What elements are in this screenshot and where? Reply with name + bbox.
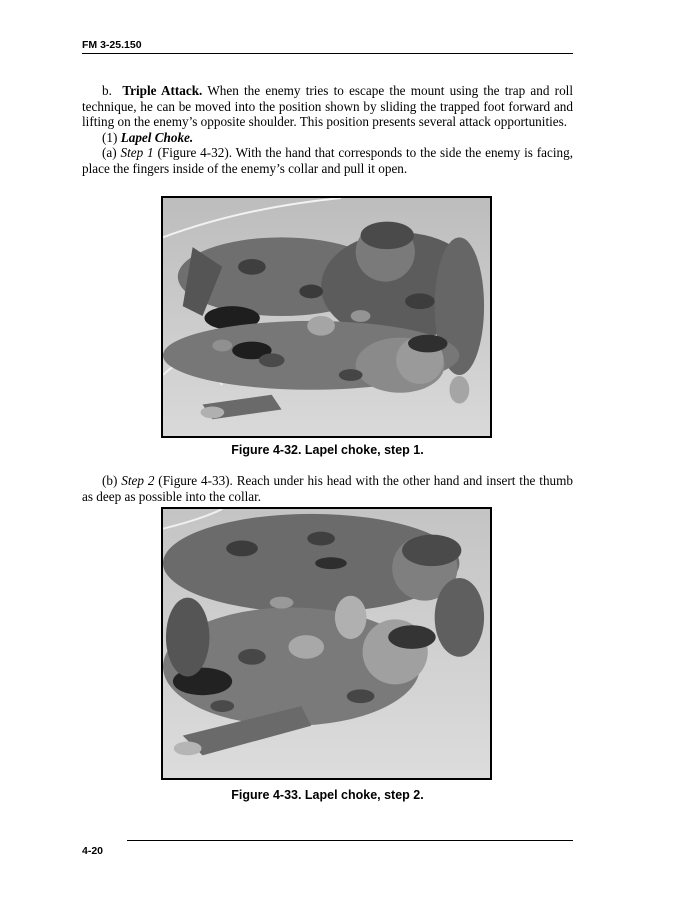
step-a-label: (a) xyxy=(102,145,117,161)
footer-rule xyxy=(127,840,573,841)
subsection-1-label: (1) xyxy=(102,129,118,145)
figure-4-32-caption: Figure 4-32. Lapel choke, step 1. xyxy=(231,443,424,457)
lapel-choke-step-2-image xyxy=(163,509,490,778)
subsection-1-heading xyxy=(82,130,573,146)
section-b-text: When the enemy tries to escape the mount using the trap and roll technique, he can be moved into the position shown by sliding the trapped foot forward and lifting on the enemy’s opposite shoulder. This position presents several attack opportunities. xyxy=(82,83,573,130)
section-b-title: Triple Attack. xyxy=(122,83,203,98)
section-b-paragraph xyxy=(82,83,573,130)
step-a-paragraph xyxy=(82,145,573,176)
lapel-choke-step-1-image xyxy=(163,198,490,436)
page-header xyxy=(82,39,573,54)
step-b-step: Step 2 xyxy=(121,473,155,488)
section-b-label: b. xyxy=(102,83,112,98)
subsection-1-title: Lapel Choke. xyxy=(120,129,194,145)
figure-4-32-photo xyxy=(161,196,492,438)
section-b-block xyxy=(82,83,573,177)
step-b-label: (b) xyxy=(102,473,118,488)
step-a-text: (Figure 4-32). With the hand that corresponds to the side the enemy is facing, place the fingers inside of the enemy’s collar and pull it open. xyxy=(82,145,573,176)
figure-4-33-caption: Figure 4-33. Lapel choke, step 2. xyxy=(231,788,424,802)
figure-4-33-photo xyxy=(161,507,492,780)
page-number: 4-20 xyxy=(82,845,104,857)
step-a-step: Step 1 xyxy=(120,145,154,161)
step-b-block xyxy=(82,473,573,504)
step-b-paragraph xyxy=(82,473,573,504)
step-b-text: (Figure 4-33). Reach under his head with the other hand and insert the thumb as deep as possible into the collar. xyxy=(82,473,573,504)
document-id: FM 3-25.150 xyxy=(82,39,142,51)
